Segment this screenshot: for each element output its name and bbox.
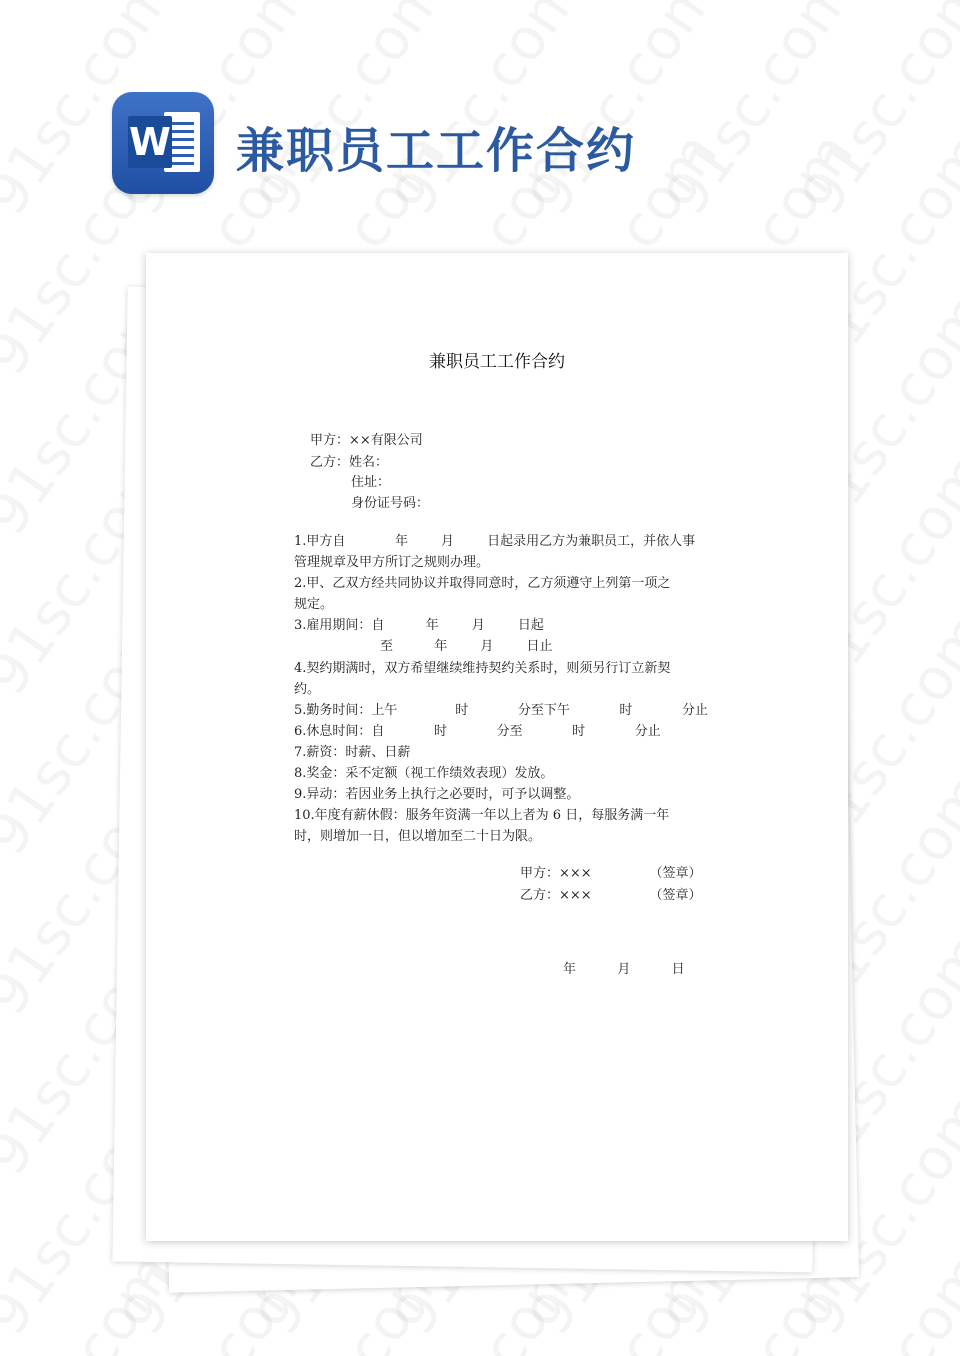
clause-9: 9.异动：若因业务上执行之必要时，可予以调整。 [294,787,580,802]
clause-3: 3.雇用期间：自 年 月 日起 [294,618,544,633]
page-title: 兼职员工工作合约 [236,123,637,179]
document-title: 兼职员工工作合约 [429,352,565,372]
signature-party-a: 甲方：××× （签章） [520,866,702,881]
word-icon [112,92,214,194]
clause-3-cont: 至 年 月 日止 [380,639,553,654]
clause-4-cont: 约。 [294,682,321,697]
clause-1-cont: 管理规章及甲方所订之规则办理。 [294,555,490,570]
clause-4: 4.契约期满时，双方希望继续维持契约关系时，则须另行订立新契 [294,661,671,676]
word-letter: W [128,116,172,168]
clause-6: 6.休息时间：自 时 分至 时 分止 [294,724,661,739]
date-line: 年 月 日 [563,962,685,977]
id-number-line: 身份证号码： [351,496,430,511]
clause-10: 10.年度有薪休假：服务年资满一年以上者为 6 日，每服务满一年 [294,808,670,823]
watermark-text [651,0,866,227]
clause-2: 2.甲、乙双方经共同协议并取得同意时，乙方须遵守上列第一项之 [294,576,671,591]
clause-5: 5.勤务时间：上午 时 分至下午 时 分止 [294,703,709,718]
address-line: 住址： [351,475,391,490]
clause-1: 1.甲方自 年 月 日起录用乙方为兼职员工，并依人事 [294,534,696,549]
watermark-text [787,0,960,227]
signature-party-b: 乙方：××× （签章） [520,888,702,903]
document-page [146,253,848,1241]
clause-2-cont: 规定。 [294,597,334,612]
clause-10-cont: 时，则增加一日，但以增加至二十日为限。 [294,829,542,844]
party-a-line: 甲方：××有限公司 [310,433,423,448]
clause-7: 7.薪资：时薪、日薪 [294,745,411,760]
party-b-line: 乙方：姓名： [310,455,389,470]
clause-8: 8.奖金：采不定额（视工作绩效表现）发放。 [294,766,554,781]
